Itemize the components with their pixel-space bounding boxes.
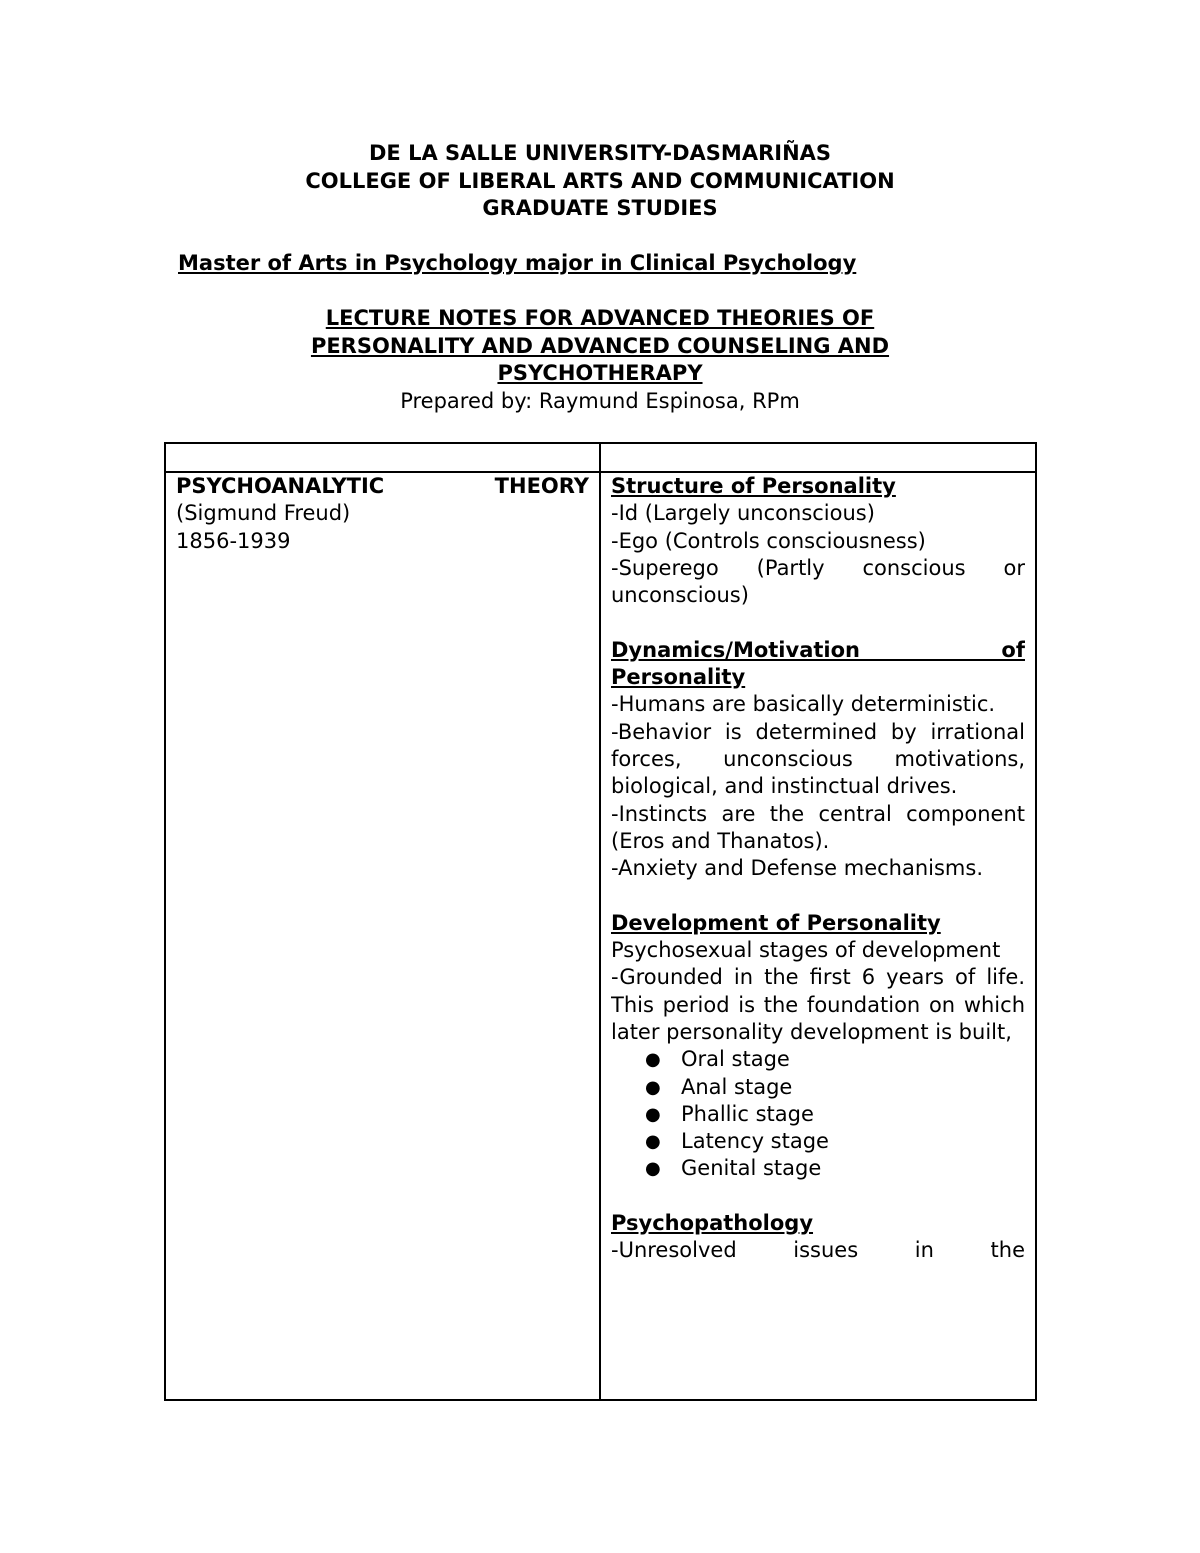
- theory-years: 1856-1939: [176, 528, 291, 553]
- theory-title: PSYCHOANALYTIC THEORY: [176, 474, 589, 498]
- dynamics-item-deterministic: -Humans are basically deterministic.: [611, 692, 996, 717]
- development-intro: Psychosexual stages of development: [611, 938, 1001, 963]
- psychosexual-stages-list: [611, 1046, 1025, 1182]
- list-item: ● Oral stage: [681, 1046, 1025, 1073]
- dynamics-item-instincts: -Instincts are the central component (Eros and Thanatos).: [611, 801, 1025, 853]
- lecture-title-line-2: PERSONALITY AND ADVANCED COUNSELING AND: [310, 333, 890, 358]
- lecture-title-line-1: LECTURE NOTES FOR ADVANCED THEORIES OF: [325, 306, 875, 330]
- college-name: COLLEGE OF LIBERAL ARTS AND COMMUNICATION: [305, 168, 895, 193]
- program-title: Master of Arts in Psychology major in Clinical Psychology: [178, 251, 857, 275]
- table-row: [165, 472, 1036, 1400]
- bullet-icon: ●: [645, 1076, 661, 1098]
- structure-item-ego: -Ego (Controls consciousness): [611, 528, 926, 553]
- lecture-title-line-3: PSYCHOTHERAPY: [497, 361, 703, 385]
- development-title: Development of Personality: [611, 910, 941, 935]
- lecture-notes-table: [164, 442, 1037, 1401]
- bullet-icon: ●: [645, 1131, 661, 1153]
- prepared-by: Prepared by: Raymund Espinosa, RPm: [400, 388, 800, 413]
- table-header-row: [165, 443, 1036, 472]
- theory-details-cell: [600, 472, 1036, 1400]
- structure-item-superego: -Superego (Partly conscious or unconscious): [611, 555, 1025, 608]
- development-text: -Grounded in the first 6 years of life. This period is the foundation on which later personality development is built,: [611, 965, 1025, 1044]
- list-item: ● Latency stage: [681, 1128, 1025, 1155]
- list-item: ● Genital stage: [681, 1155, 1025, 1182]
- psychopathology-title: Psychopathology: [611, 1211, 814, 1236]
- dynamics-item-behavior: -Behavior is determined by irrational forces, unconscious motivations, biological, and instinctual drives.: [611, 719, 1025, 799]
- theory-author: (Sigmund Freud): [176, 501, 351, 526]
- theory-cell: [165, 472, 600, 1400]
- structure-title: Structure of Personality: [611, 474, 896, 498]
- list-item: ● Anal stage: [681, 1074, 1025, 1101]
- dynamics-title: Dynamics/Motivation of Personality: [611, 637, 1025, 690]
- structure-item-id: -Id (Largely unconscious): [611, 501, 875, 526]
- psychopathology-text: -Unresolved issues in the: [611, 1238, 1025, 1263]
- university-name: DE LA SALLE UNIVERSITY-DASMARIÑAS: [368, 141, 832, 165]
- empty-cell-left: [165, 443, 600, 472]
- bullet-icon: ●: [645, 1049, 661, 1071]
- bullet-icon: ●: [645, 1103, 661, 1125]
- bullet-icon: ●: [645, 1158, 661, 1180]
- document-header: [166, 140, 1034, 415]
- list-item: ● Phallic stage: [681, 1101, 1025, 1128]
- division-name: GRADUATE STUDIES: [482, 196, 718, 220]
- empty-cell-right: [600, 443, 1036, 472]
- dynamics-item-anxiety: -Anxiety and Defense mechanisms.: [611, 856, 984, 881]
